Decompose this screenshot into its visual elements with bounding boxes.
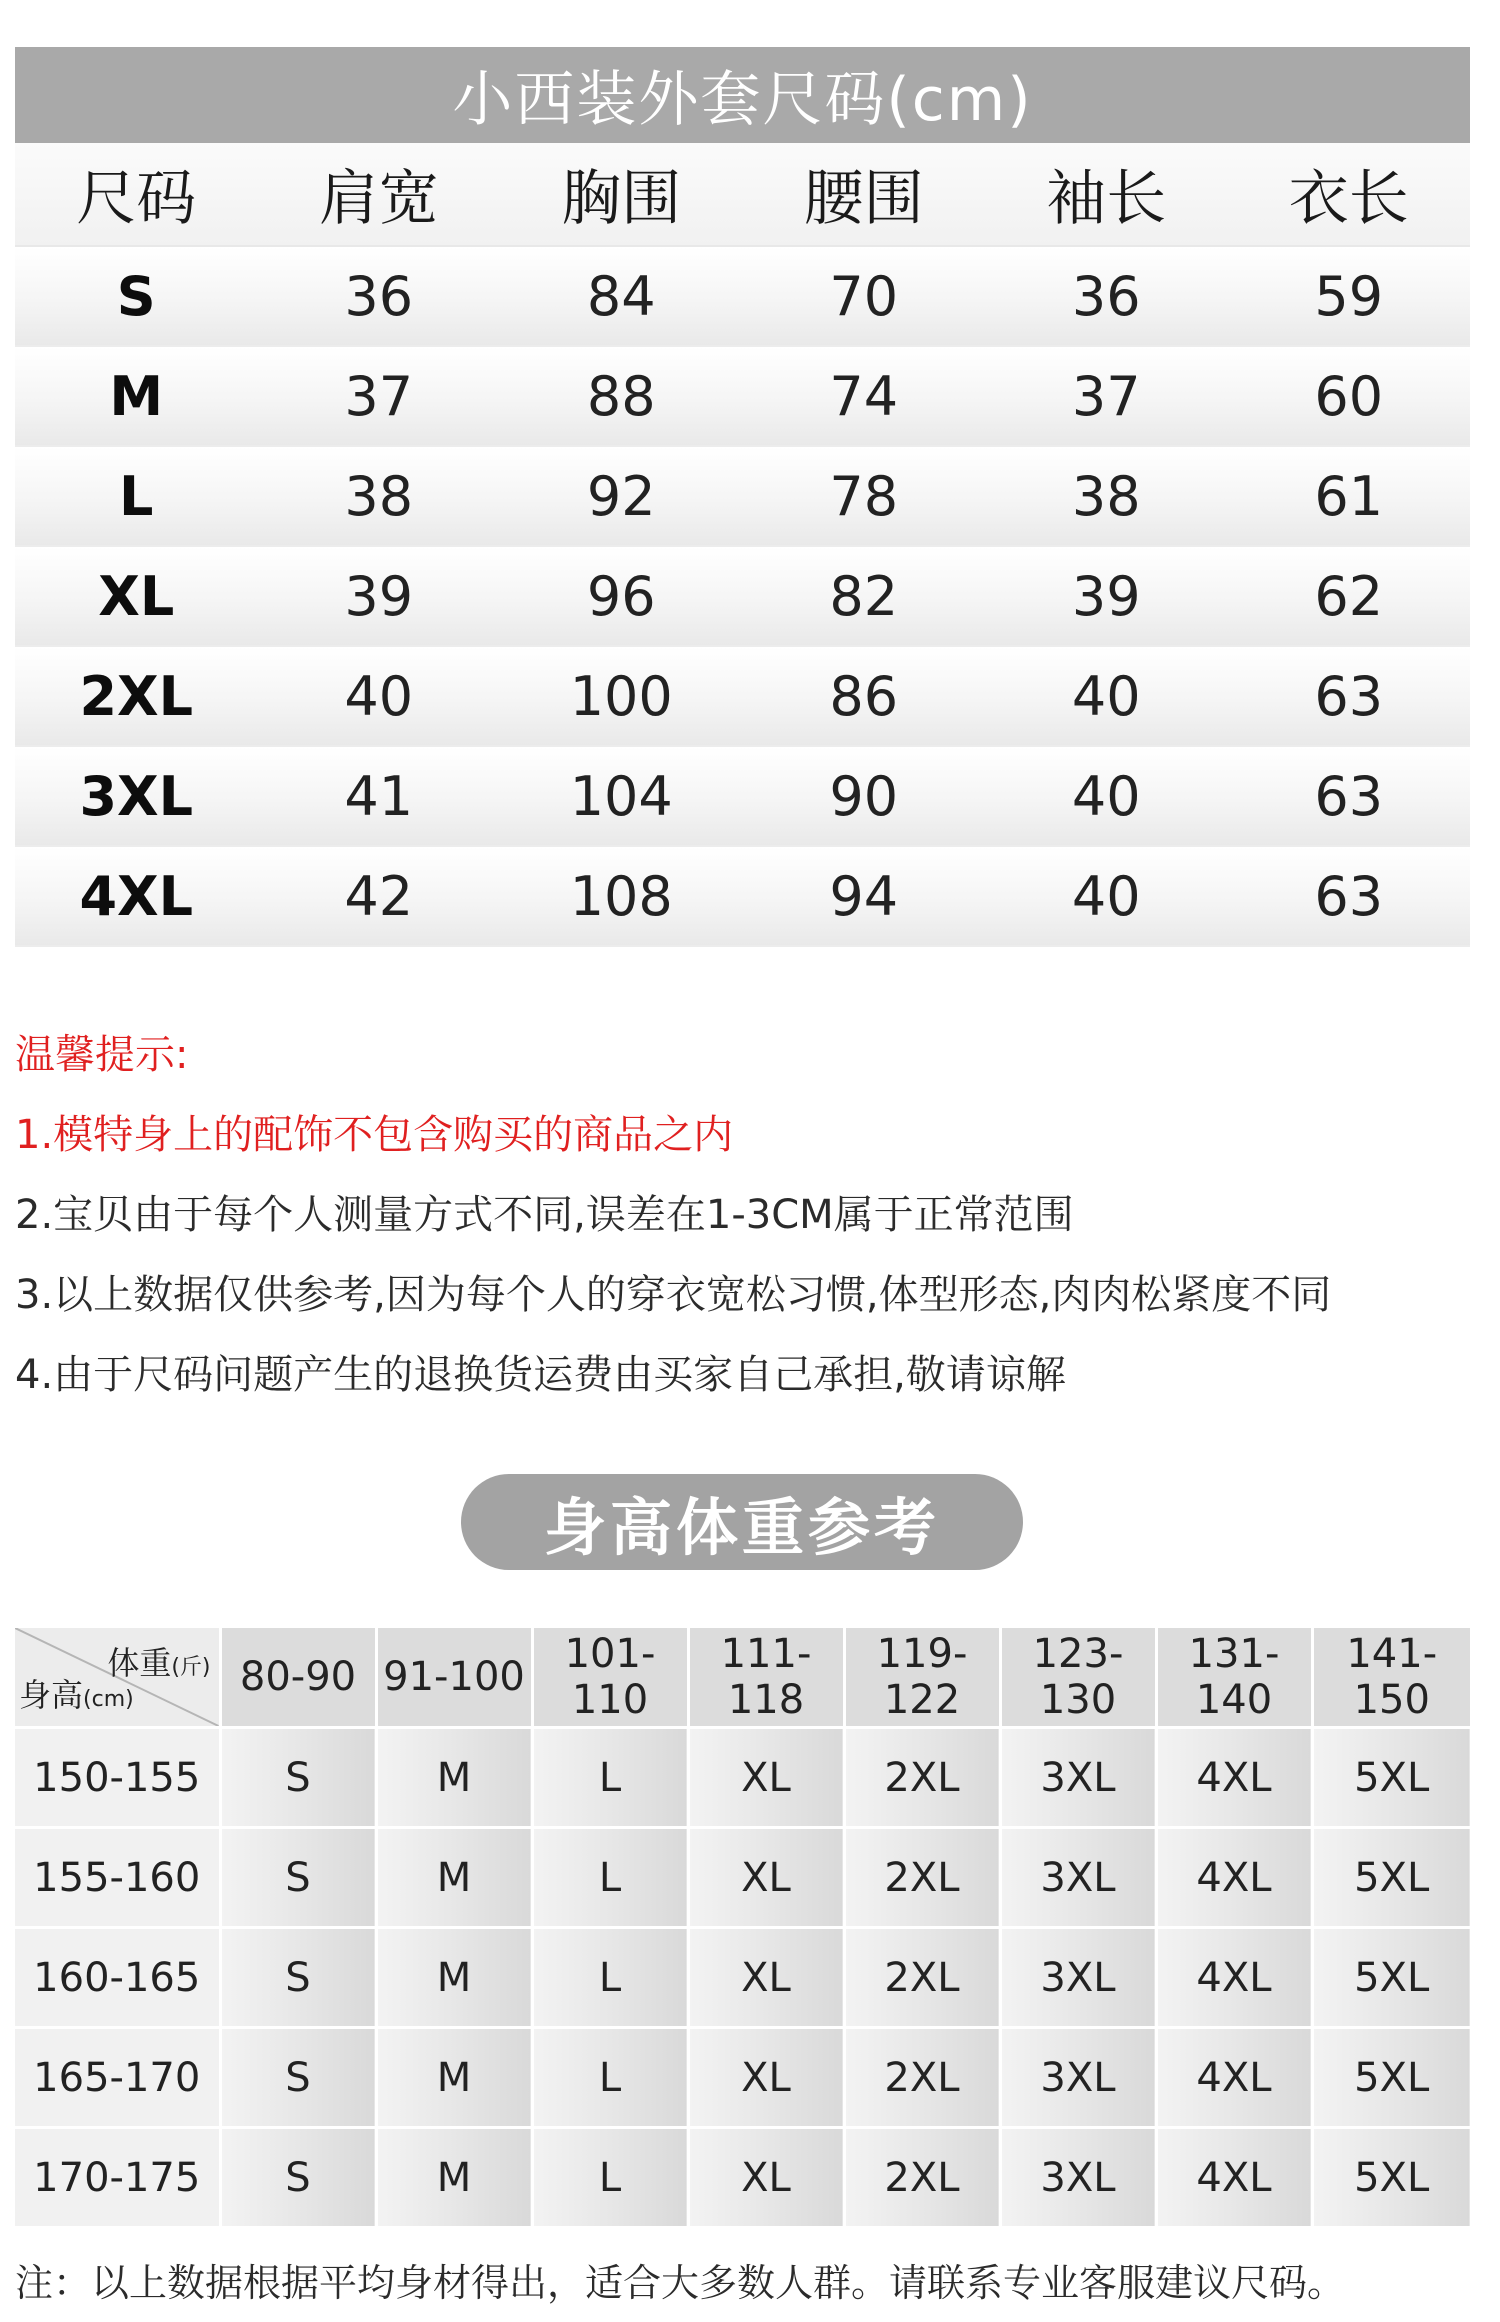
measurement-cell: 96 [500, 546, 743, 646]
measurement-cell: 92 [500, 446, 743, 546]
measurement-cell: 108 [500, 846, 743, 946]
recommended-size-cell: 5XL [1312, 2028, 1470, 2128]
size-table-row [15, 846, 1470, 946]
tip-item: 2.宝贝由于每个人测量方式不同,误差在1-3CM属于正常范围 [15, 1192, 1074, 1238]
recommended-size-cell: 3XL [1000, 1928, 1156, 2028]
recommended-size-cell: 2XL [844, 2028, 1000, 2128]
recommended-size-cell: S [220, 1728, 376, 1828]
height-range-cell: 160-165 [15, 1928, 220, 2028]
measurement-cell: 59 [1228, 246, 1471, 346]
recommended-size-cell: L [532, 1828, 688, 1928]
height-weight-row [15, 1728, 1470, 1828]
measurement-cell: 41 [258, 746, 501, 846]
measurement-cell: 74 [743, 346, 986, 446]
size-label-cell: L [15, 446, 258, 546]
height-range-cell: 165-170 [15, 2028, 220, 2128]
measurement-cell: 63 [1228, 646, 1471, 746]
weight-range-header: 91-100 [376, 1628, 532, 1728]
measurement-cell: 86 [743, 646, 986, 746]
size-label-cell: 4XL [15, 846, 258, 946]
recommended-size-cell: M [376, 1728, 532, 1828]
corner-header-cell [15, 1628, 220, 1728]
measurement-cell: 37 [258, 346, 501, 446]
measurement-cell: 104 [500, 746, 743, 846]
measurement-cell: 60 [1228, 346, 1471, 446]
measurement-cell: 82 [743, 546, 986, 646]
height-weight-row [15, 1828, 1470, 1928]
recommended-size-cell: 5XL [1312, 2128, 1470, 2228]
recommended-size-cell: XL [688, 1828, 844, 1928]
height-weight-header-row [15, 1628, 1470, 1728]
recommended-size-cell: M [376, 1828, 532, 1928]
recommended-size-cell: XL [688, 2028, 844, 2128]
weight-range-header: 119-122 [844, 1628, 1000, 1728]
measurement-cell: 62 [1228, 546, 1471, 646]
recommended-size-cell: 3XL [1000, 2028, 1156, 2128]
size-table [15, 143, 1470, 947]
recommended-size-cell: L [532, 2128, 688, 2228]
weight-range-header: 111-118 [688, 1628, 844, 1728]
size-table-row [15, 246, 1470, 346]
measurement-cell: 61 [1228, 446, 1471, 546]
measurement-cell: 100 [500, 646, 743, 746]
column-header-shoulder: 肩宽 [258, 143, 501, 246]
recommended-size-cell: 3XL [1000, 1728, 1156, 1828]
height-weight-table [15, 1628, 1470, 2229]
tip-item: 3.以上数据仅供参考,因为每个人的穿衣宽松习惯,体型形态,肉肉松紧度不同 [15, 1272, 1332, 1318]
recommended-size-cell: S [220, 1828, 376, 1928]
recommended-size-cell: S [220, 1928, 376, 2028]
measurement-cell: 37 [985, 346, 1228, 446]
recommended-size-cell: M [376, 2028, 532, 2128]
recommended-size-cell: 2XL [844, 1828, 1000, 1928]
column-header-waist: 腰围 [743, 143, 986, 246]
size-label-cell: XL [15, 546, 258, 646]
recommended-size-cell: 2XL [844, 1728, 1000, 1828]
recommended-size-cell: 3XL [1000, 1828, 1156, 1928]
recommended-size-cell: M [376, 1928, 532, 2028]
size-label-cell: M [15, 346, 258, 446]
weight-range-header: 141-150 [1312, 1628, 1470, 1728]
recommended-size-cell: 4XL [1156, 2128, 1312, 2228]
measurement-cell: 94 [743, 846, 986, 946]
column-header-chest: 胸围 [500, 143, 743, 246]
size-table-row [15, 446, 1470, 546]
height-weight-row [15, 2028, 1470, 2128]
height-range-cell: 170-175 [15, 2128, 220, 2228]
height-axis-label: 身高(cm) [19, 1676, 134, 1714]
weight-range-header: 101-110 [532, 1628, 688, 1728]
recommended-size-cell: S [220, 2028, 376, 2128]
height-range-cell: 150-155 [15, 1728, 220, 1828]
column-header-length: 衣长 [1228, 143, 1471, 246]
size-label-cell: 3XL [15, 746, 258, 846]
size-table-row [15, 546, 1470, 646]
measurement-cell: 78 [743, 446, 986, 546]
recommended-size-cell: S [220, 2128, 376, 2228]
recommended-size-cell: 2XL [844, 1928, 1000, 2028]
measurement-cell: 40 [258, 646, 501, 746]
recommended-size-cell: 5XL [1312, 1728, 1470, 1828]
recommended-size-cell: 3XL [1000, 2128, 1156, 2228]
measurement-cell: 38 [985, 446, 1228, 546]
measurement-cell: 40 [985, 646, 1228, 746]
tips-heading: 温馨提示: [15, 1032, 189, 1078]
measurement-cell: 36 [985, 246, 1228, 346]
size-label-cell: S [15, 246, 258, 346]
height-weight-chart [15, 1628, 1470, 2229]
measurement-cell: 39 [258, 546, 501, 646]
recommended-size-cell: XL [688, 1928, 844, 2028]
height-weight-row [15, 2128, 1470, 2228]
size-table-row [15, 646, 1470, 746]
measurement-cell: 42 [258, 846, 501, 946]
recommended-size-cell: 4XL [1156, 1828, 1312, 1928]
size-chart-title: 小西装外套尺码(cm) [15, 47, 1470, 143]
weight-axis-label: 体重(斤) [107, 1644, 211, 1682]
measurement-cell: 40 [985, 746, 1228, 846]
reference-title-pill: 身高体重参考 [461, 1474, 1023, 1570]
recommended-size-cell: 4XL [1156, 1928, 1312, 2028]
measurement-cell: 63 [1228, 846, 1471, 946]
recommended-size-cell: 5XL [1312, 1828, 1470, 1928]
size-table-header-row [15, 143, 1470, 246]
recommended-size-cell: L [532, 1728, 688, 1828]
column-header-size: 尺码 [15, 143, 258, 246]
height-range-cell: 155-160 [15, 1828, 220, 1928]
height-weight-body [15, 1728, 1470, 2228]
weight-range-header: 80-90 [220, 1628, 376, 1728]
measurement-cell: 84 [500, 246, 743, 346]
measurement-cell: 38 [258, 446, 501, 546]
size-chart [15, 47, 1470, 947]
tip-item: 4.由于尺码问题产生的退换货运费由买家自己承担,敬请谅解 [15, 1352, 1066, 1398]
weight-range-header: 131-140 [1156, 1628, 1312, 1728]
recommended-size-cell: L [532, 2028, 688, 2128]
tip-item: 1.模特身上的配饰不包含购买的商品之内 [15, 1112, 734, 1158]
size-table-row [15, 746, 1470, 846]
footer-note: 注：以上数据根据平均身材得出，适合大多数人群。请联系专业客服建议尺码。 [15, 2261, 1346, 2305]
measurement-cell: 39 [985, 546, 1228, 646]
column-header-sleeve: 袖长 [985, 143, 1228, 246]
recommended-size-cell: 4XL [1156, 2028, 1312, 2128]
recommended-size-cell: M [376, 2128, 532, 2228]
tips-section [15, 1015, 1485, 1415]
recommended-size-cell: 2XL [844, 2128, 1000, 2228]
size-table-body [15, 246, 1470, 946]
size-table-row [15, 346, 1470, 446]
measurement-cell: 70 [743, 246, 986, 346]
recommended-size-cell: XL [688, 2128, 844, 2228]
measurement-cell: 63 [1228, 746, 1471, 846]
recommended-size-cell: XL [688, 1728, 844, 1828]
measurement-cell: 88 [500, 346, 743, 446]
size-label-cell: 2XL [15, 646, 258, 746]
recommended-size-cell: 5XL [1312, 1928, 1470, 2028]
recommended-size-cell: L [532, 1928, 688, 2028]
weight-range-header: 123-130 [1000, 1628, 1156, 1728]
measurement-cell: 40 [985, 846, 1228, 946]
measurement-cell: 90 [743, 746, 986, 846]
height-weight-row [15, 1928, 1470, 2028]
measurement-cell: 36 [258, 246, 501, 346]
recommended-size-cell: 4XL [1156, 1728, 1312, 1828]
